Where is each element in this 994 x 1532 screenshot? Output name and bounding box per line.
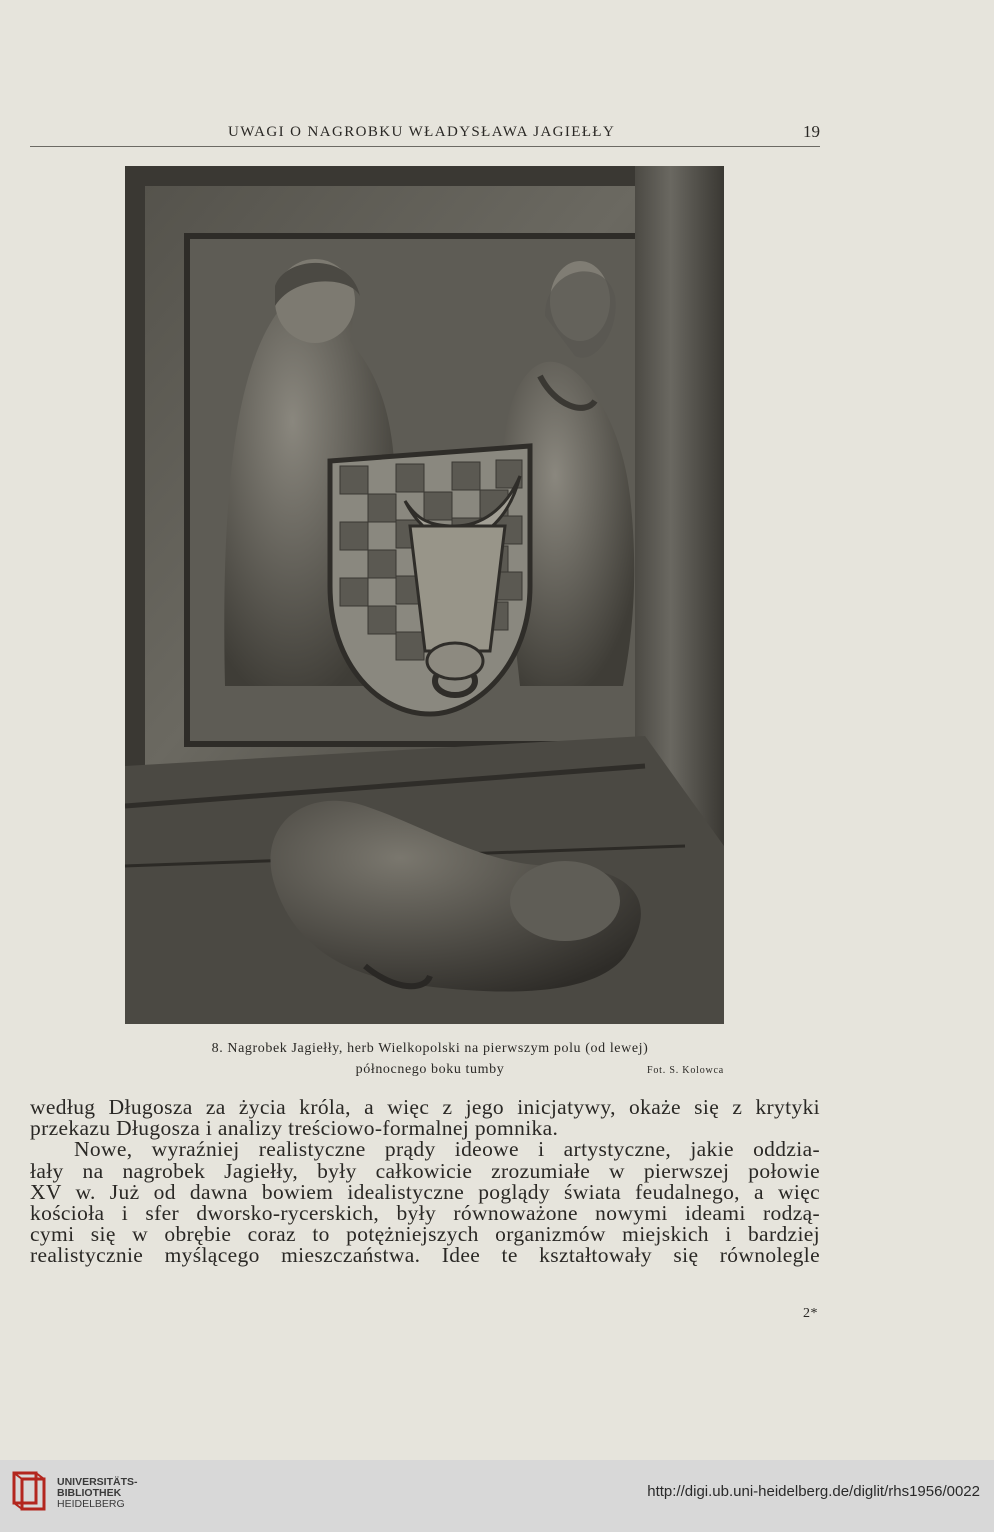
library-name-line: UNIVERSITÄTS- xyxy=(57,1476,138,1488)
body-text xyxy=(30,1097,820,1267)
footer-bar xyxy=(0,1460,994,1532)
text-line: kościoła i sfer dworsko-rycerskich, były równoważone nowymi ideami rodzą- xyxy=(30,1201,820,1226)
library-name-line: HEIDELBERG xyxy=(57,1498,125,1510)
text-line: przekazu Długosza i analizy treściowo-formalnej pomnika. xyxy=(30,1116,559,1141)
permalink[interactable]: http://digi.ub.uni-heidelberg.de/diglit/rhs1956/0022 xyxy=(647,1483,980,1500)
tomb-relief-photograph xyxy=(125,166,724,1024)
text-line: Nowe, wyraźniej realistyczne prądy ideowe i artystyczne, jakie oddzia- xyxy=(74,1137,820,1162)
text-line: XV w. Już od dawna bowiem idealistyczne poglądy świata feudalnego, a więc xyxy=(30,1179,820,1204)
text-line: łały na nagrobek Jagiełły, były całkowicie zrozumiałe w pierwszej połowie xyxy=(30,1158,820,1183)
text-line: według Długosza za życia króla, a więc z jego inicjatywy, okaże się z krytyki xyxy=(30,1095,820,1119)
figure-caption: 8. Nagrobek Jagiełły, herb Wielkopolski na pierwszym polu (od lewej) xyxy=(211,1041,649,1056)
library-name[interactable] xyxy=(57,1477,138,1510)
running-head xyxy=(30,122,820,147)
sheet-signature: 2* xyxy=(803,1306,818,1321)
photo-credit: Fot. S. Kolowca xyxy=(647,1065,724,1076)
text-line: cymi się w obrębie coraz to potężniejszych organizmów miejskich i bardziej xyxy=(30,1222,820,1247)
text-line: realistycznie myślącego mieszczaństwa. Idee te kształtowały się równolegle xyxy=(30,1243,820,1268)
library-logo-icon[interactable] xyxy=(10,1469,50,1513)
figure-caption-continued: północnego boku tumby xyxy=(355,1062,505,1077)
library-name-line: BIBLIOTHEK xyxy=(57,1487,122,1499)
page-number: 19 xyxy=(803,122,820,141)
running-title: UWAGI O NAGROBKU WŁADYSŁAWA JAGIEŁŁY xyxy=(228,124,616,140)
